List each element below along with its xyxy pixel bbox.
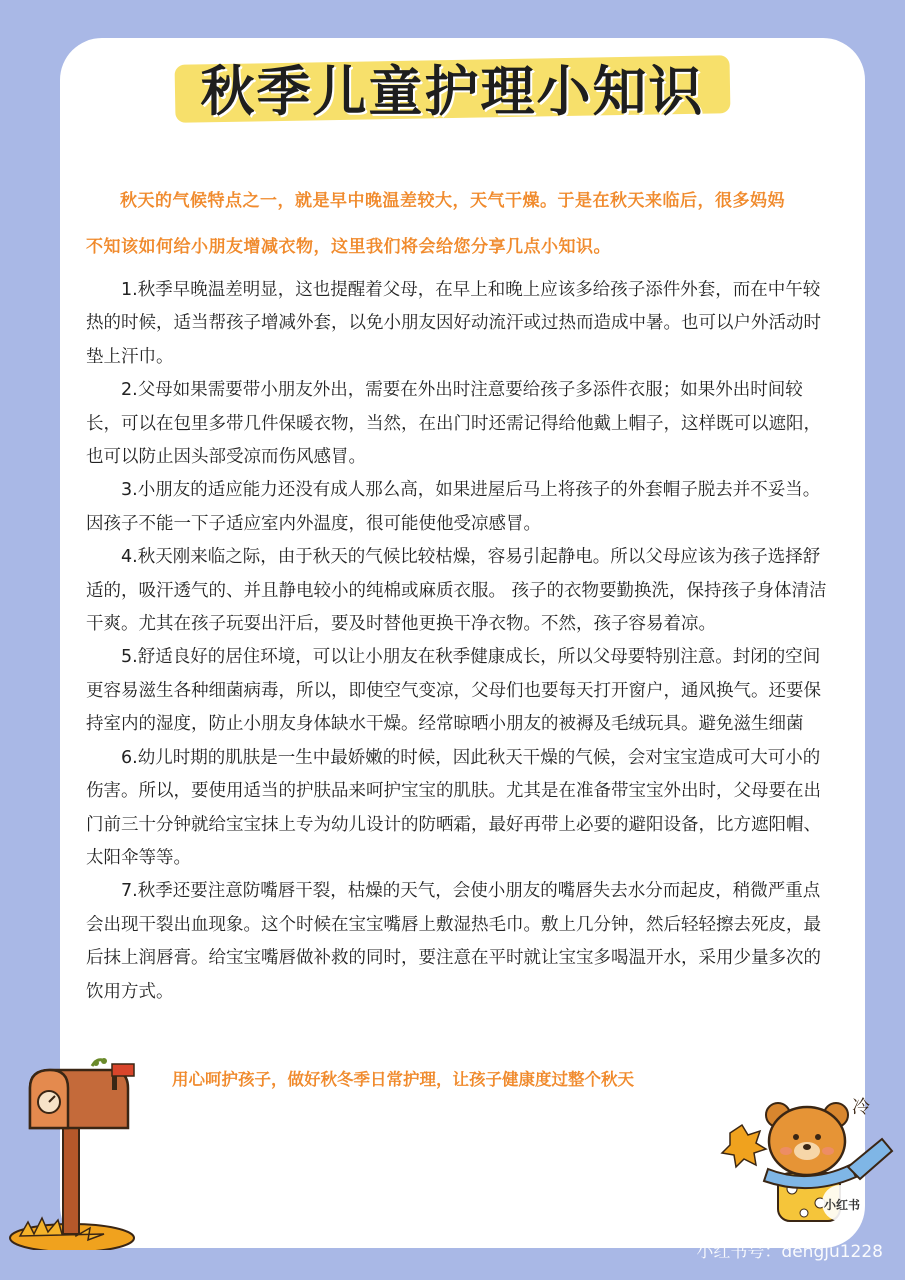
tip-item: 6.幼儿时期的肌肤是一生中最娇嫩的时候，因此秋天干燥的气候，会对宝宝造成可大可小的伤害。所以，要使用适当的护肤品来呵护宝宝的肌肤。尤其是在准备带宝宝外出时，父母要在出门前三十分钟就给宝宝抹上专为幼儿设计的防晒霜，最好再带上必要的避阳设备，比方遮阳帽、太阳伞等等。 <box>86 747 821 868</box>
intro-line-2: 不知该如何给小朋友增减衣物，这里我们将会给您分享几点小知识。 <box>86 237 611 257</box>
tip-item: 7.秋季还要注意防嘴唇干裂，枯燥的天气，会使小朋友的嘴唇失去水分而起皮，稍微严重点会出现干裂出血现象。这个时候在宝宝嘴唇上敷湿热毛巾。敷上几分钟，然后轻轻擦去死皮，最后抹上润唇膏。给宝宝嘴唇做补救的同时，要注意在平时就让宝宝多喝温开水，采用少量多次的饮用方式。 <box>86 881 821 1002</box>
tip-item: 2.父母如果需要带小朋友外出，需要在外出时注意要给孩子多添件衣服；如果外出时间较长，可以在包里多带几件保暖衣物，当然，在出门时还需记得给他戴上帽子，这样既可以遮阳，也可以防止因头部受凉而伤风感冒。 <box>86 380 821 468</box>
tip-item: 4.秋天刚来临之际，由于秋天的气候比较枯燥，容易引起静电。所以父母应该为孩子选择舒适的，吸汗透气的、并且静电较小的纯棉或麻质衣服。 孩子的衣物要勤换洗，保持孩子身体清洁干爽。尤其在孩子玩耍出汗后，要及时替他更换干净衣物。不然，孩子容易着凉。 <box>86 547 827 635</box>
xiaohongshu-badge: 小红书 <box>824 1198 861 1212</box>
mailbox-illustration <box>0 1058 150 1250</box>
tips-list <box>86 274 828 1009</box>
tip-item: 3.小朋友的适应能力还没有成人那么高，如果进屋后马上将孩子的外套帽子脱去并不妥当。因孩子不能一下子适应室内外温度，很可能使他受凉感冒。 <box>86 480 821 534</box>
closing-line: 用心呵护孩子，做好秋冬季日常护理，让孩子健康度过整个秋天 <box>172 1070 634 1089</box>
watermark-text: 小红书号：dengju1228 <box>696 1242 883 1262</box>
page-title: 秋季儿童护理小知识 <box>200 59 705 123</box>
bear-label: 冷 <box>852 1097 870 1118</box>
intro-paragraph <box>86 178 835 270</box>
intro-line-1: 秋天的气候特点之一，就是早中晚温差较大，天气干燥。于是在秋天来临后，很多妈妈 <box>120 191 785 211</box>
tip-item: 1.秋季早晚温差明显，这也提醒着父母，在早上和晚上应该多给孩子添件外套，而在中午较热的时候，适当帮孩子增减外套，以免小朋友因好动流汗或过热而造成中暑。也可以户外活动时垫上汗巾。 <box>86 280 821 367</box>
title-banner <box>145 48 760 126</box>
bear-with-scarf-illustration <box>720 1085 900 1235</box>
tip-item: 5.舒适良好的居住环境，可以让小朋友在秋季健康成长，所以父母要特别注意。封闭的空间更容易滋生各种细菌病毒，所以，即使空气变凉，父母们也要每天打开窗户，通风换气。还要保持室内的湿度，防止小朋友身体缺水干燥。经常晾晒小朋友的被褥及毛绒玩具。避免滋生细菌 <box>86 647 821 735</box>
